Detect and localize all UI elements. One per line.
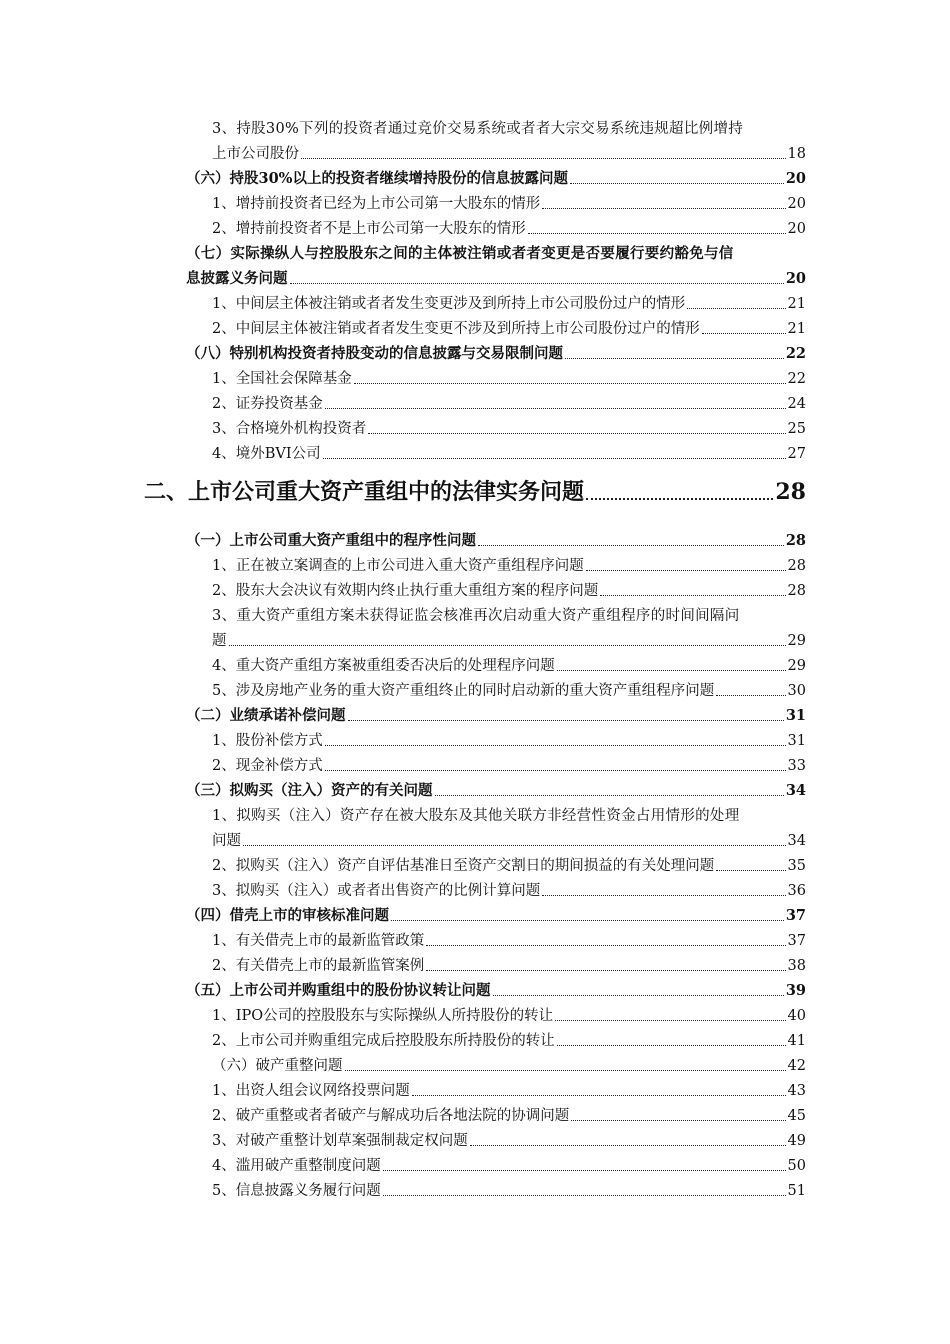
dot-leader — [290, 283, 784, 284]
dot-leader — [412, 1095, 786, 1096]
toc-entry-page: 31 — [785, 707, 806, 724]
toc-entry-title: 2、有关借壳上市的最新监管案例 — [212, 958, 425, 974]
toc-entry[interactable] — [212, 932, 806, 950]
dot-leader — [542, 208, 785, 209]
dot-leader — [702, 333, 786, 334]
toc-entry-page: 50 — [787, 1158, 806, 1174]
toc-entry-page: 25 — [787, 421, 806, 437]
toc-entry-title: 问题 — [212, 833, 241, 849]
dot-leader — [565, 358, 784, 359]
toc-entry[interactable] — [212, 370, 806, 388]
dot-leader — [229, 645, 786, 646]
toc-entry-title: 1、正在被立案调查的上市公司进入重大资产重组程序问题 — [212, 558, 584, 574]
dot-leader — [426, 945, 785, 946]
toc-entry-title: 1、增持前投资者已经为上市公司第一大股东的情形 — [212, 196, 541, 212]
toc-entry-title: 2、证券投资基金 — [212, 396, 323, 412]
toc-entry-title: 1、全国社会保障基金 — [212, 371, 352, 387]
toc-entry[interactable] — [212, 1182, 806, 1200]
toc-entry-title: 1、中间层主体被注销或者者发生变更涉及到所持上市公司股份过户的情形 — [212, 296, 686, 312]
toc-entry-page: 22 — [787, 371, 806, 387]
toc-entry-title: 4、滥用破产重整制度问题 — [212, 1158, 381, 1174]
dot-leader — [600, 595, 785, 596]
toc-entry-page: 43 — [787, 1083, 806, 1099]
dot-leader — [557, 1045, 786, 1046]
toc-entry-page: 37 — [785, 907, 806, 924]
dot-leader — [368, 433, 785, 434]
toc-entry-page: 40 — [787, 1008, 806, 1024]
toc-entry-title: 2、拟购买（注入）资产自评估基准日至资产交割日的期间损益的有关处理问题 — [212, 858, 715, 874]
toc-entry[interactable] — [212, 1082, 806, 1100]
toc-entry-title: 息披露义务问题 — [186, 270, 288, 287]
toc-entry-page: 33 — [787, 758, 806, 774]
toc-entry-page: 24 — [787, 396, 806, 412]
dot-leader — [383, 1195, 786, 1196]
toc-entry-page: 28 — [787, 583, 806, 599]
toc-entry-title: （六）持股30%以上的投资者继续增持股份的信息披露问题 — [186, 170, 568, 187]
toc-entry-title: 2、股东大会决议有效期内终止执行重大重组方案的程序问题 — [212, 583, 599, 599]
toc-entry-title: 上市公司股份 — [212, 146, 299, 162]
toc-entry-title: 2、破产重整或者者破产与解成功后各地法院的协调问题 — [212, 1108, 570, 1124]
toc-entry-page: 38 — [787, 958, 806, 974]
toc-entry[interactable] — [212, 882, 806, 900]
dot-leader — [325, 408, 786, 409]
dot-leader — [391, 920, 784, 921]
toc-entry-page: 34 — [785, 782, 806, 799]
toc-entry-page: 22 — [785, 345, 806, 362]
dot-leader — [301, 158, 786, 159]
toc-entry-title: （四）借壳上市的审核标准问题 — [186, 907, 389, 924]
toc-entry-page: 21 — [787, 296, 806, 312]
toc-entry-title: 2、增持前投资者不是上市公司第一大股东的情形 — [212, 221, 526, 237]
toc-entry[interactable] — [212, 582, 806, 600]
toc-section-entry[interactable] — [186, 907, 806, 925]
toc-entry-title: （六）破产重整问题 — [212, 1058, 343, 1074]
toc-entry[interactable] — [212, 732, 806, 750]
dot-leader — [570, 183, 784, 184]
dot-leader — [354, 383, 786, 384]
toc-entry-page: 45 — [787, 1108, 806, 1124]
dot-leader — [687, 308, 785, 309]
toc-chapter-entry[interactable] — [144, 478, 806, 506]
toc-entry-title: 3、对破产重整计划草案强制裁定权问题 — [212, 1133, 468, 1149]
toc-entry-page: 28 — [787, 558, 806, 574]
toc-entry-title: 题 — [212, 633, 227, 649]
dot-leader — [435, 795, 784, 796]
toc-section-entry[interactable] — [186, 270, 806, 288]
toc-entry-page: 31 — [787, 733, 806, 749]
toc-entry[interactable] — [212, 445, 806, 463]
dot-leader — [542, 895, 785, 896]
toc-entry-title: 1、有关借壳上市的最新监管政策 — [212, 933, 425, 949]
dot-leader — [478, 545, 784, 546]
dot-leader — [383, 1170, 786, 1171]
dot-leader — [426, 970, 785, 971]
toc-entry[interactable] — [212, 632, 806, 650]
toc-entry-title: 5、信息披露义务履行问题 — [212, 1183, 381, 1199]
toc-section-entry[interactable] — [186, 345, 806, 363]
toc-entry-title: （一）上市公司重大资产重组中的程序性问题 — [186, 532, 476, 549]
toc-entry-title: （八）特别机构投资者持股变动的信息披露与交易限制问题 — [186, 345, 563, 362]
toc-entry-title: 1、股份补偿方式 — [212, 733, 323, 749]
dot-leader — [348, 720, 784, 721]
toc-section-entry[interactable] — [186, 707, 806, 725]
toc-entry[interactable] — [212, 1157, 806, 1175]
dot-leader — [571, 1120, 785, 1121]
toc-entry-title: 4、境外BVI公司 — [212, 446, 321, 462]
toc-entry[interactable] — [212, 757, 806, 775]
toc-entry-title: 1、IPO公司的控股股东与实际操纵人所持股份的转让 — [212, 1008, 554, 1024]
toc-entry[interactable] — [212, 220, 806, 238]
toc-entry-page: 30 — [787, 683, 806, 699]
toc-entry-page: 29 — [787, 658, 806, 674]
dot-leader — [243, 845, 786, 846]
toc-entry-page: 39 — [785, 982, 806, 999]
toc-entry[interactable] — [212, 145, 806, 163]
toc-entry[interactable] — [212, 1107, 806, 1125]
toc-entry[interactable] — [212, 857, 806, 875]
dot-leader — [528, 233, 786, 234]
toc-entry[interactable] — [212, 1032, 806, 1050]
toc-entry-first-line: 3、重大资产重组方案未获得证监会核准再次启动重大资产重组程序的时间间隔问 — [212, 608, 740, 624]
toc-entry[interactable] — [212, 420, 806, 438]
toc-entry-first-line: 3、持股30%下列的投资者通过竞价交易系统或者者大宗交易系统违规超比例增持 — [212, 121, 744, 137]
toc-entry-page: 35 — [787, 858, 806, 874]
toc-entry-page: 49 — [787, 1133, 806, 1149]
toc-entry-page: 41 — [787, 1033, 806, 1049]
toc-entry-page: 20 — [787, 196, 806, 212]
toc-entry[interactable] — [212, 1007, 806, 1025]
toc-entry-page: 21 — [787, 321, 806, 337]
toc-entry-page: 27 — [787, 446, 806, 462]
toc-entry[interactable] — [212, 557, 806, 575]
dot-leader — [716, 870, 785, 871]
toc-entry[interactable] — [212, 1132, 806, 1150]
toc-section-first-line: （七）实际操纵人与控股股东之间的主体被注销或者者变更是否要履行要约豁免与信 — [186, 245, 734, 262]
toc-section-entry[interactable] — [186, 532, 806, 550]
dot-leader — [555, 1020, 785, 1021]
dot-leader — [493, 995, 784, 996]
toc-entry-title: 2、上市公司并购重组完成后控股股东所持股份的转让 — [212, 1033, 555, 1049]
toc-entry-title: 1、出资人组会议网络投票问题 — [212, 1083, 410, 1099]
dot-leader — [586, 570, 786, 571]
toc-section-entry[interactable] — [186, 170, 806, 188]
toc-entry[interactable] — [212, 832, 806, 850]
toc-entry-page: 34 — [787, 833, 806, 849]
dot-leader — [470, 1145, 786, 1146]
toc-entry[interactable] — [212, 657, 806, 675]
toc-entry[interactable] — [212, 320, 806, 338]
toc-entry-page: 28 — [775, 479, 806, 505]
toc-entry-first-line: 1、拟购买（注入）资产存在被大股东及其他关联方非经营性资金占用情形的处理 — [212, 808, 740, 824]
dot-leader — [557, 670, 786, 671]
toc-section-entry[interactable] — [212, 1057, 806, 1075]
toc-entry-title: 3、拟购买（注入）或者者出售资产的比例计算问题 — [212, 883, 541, 899]
toc-entry-page: 20 — [787, 221, 806, 237]
toc-section-entry[interactable] — [186, 982, 806, 1000]
toc-entry-title: 2、现金补偿方式 — [212, 758, 323, 774]
toc-entry-page: 28 — [785, 532, 806, 549]
dot-leader — [323, 458, 786, 459]
toc-entry[interactable] — [212, 395, 806, 413]
toc-entry-title: （三）拟购买（注入）资产的有关问题 — [186, 782, 433, 799]
toc-entry-page: 29 — [787, 633, 806, 649]
dot-leader — [586, 498, 773, 500]
dot-leader — [325, 770, 786, 771]
toc-entry-title: 2、中间层主体被注销或者者发生变更不涉及到所持上市公司股份过户的情形 — [212, 321, 700, 337]
toc-chapter-title: 二、上市公司重大资产重组中的法律实务问题 — [144, 479, 585, 505]
dot-leader — [716, 695, 785, 696]
toc-entry-title: 3、合格境外机构投资者 — [212, 421, 367, 437]
toc-entry-page: 36 — [787, 883, 806, 899]
toc-entry-page: 20 — [785, 270, 806, 287]
toc-entry-page: 51 — [787, 1183, 806, 1199]
toc-entry[interactable] — [212, 295, 806, 313]
dot-leader — [345, 1070, 786, 1071]
toc-entry-page: 20 — [785, 170, 806, 187]
toc-entry-title: （五）上市公司并购重组中的股份协议转让问题 — [186, 982, 491, 999]
toc-entry[interactable] — [212, 195, 806, 213]
toc-entry-page: 42 — [787, 1058, 806, 1074]
toc-entry-title: 4、重大资产重组方案被重组委否决后的处理程序问题 — [212, 658, 555, 674]
toc-entry-page: 18 — [787, 146, 806, 162]
toc-entry-title: （二）业绩承诺补偿问题 — [186, 707, 346, 724]
toc-entry-page: 37 — [787, 933, 806, 949]
dot-leader — [325, 745, 786, 746]
toc-section-entry[interactable] — [186, 782, 806, 800]
toc-entry[interactable] — [212, 682, 806, 700]
toc-entry-title: 5、涉及房地产业务的重大资产重组终止的同时启动新的重大资产重组程序问题 — [212, 683, 715, 699]
toc-entry[interactable] — [212, 957, 806, 975]
